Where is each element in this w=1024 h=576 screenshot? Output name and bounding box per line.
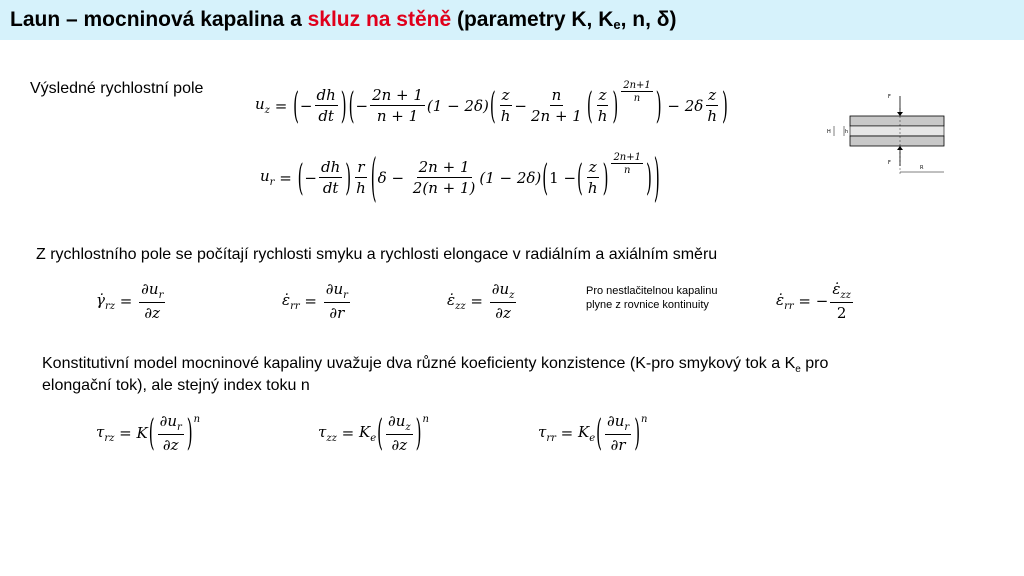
slide-title: Laun – mocninová kapalina a skluz na stěně (parametry K, $K_e$, n, δ): [0, 0, 1024, 40]
equation-shear-rate: $\gammȧ_{rz}$ = $\frac{\partial u_r}{\partial z}$: [96, 280, 164, 322]
equation-elong-rr: $\varepsiloṅ_{rr}$ = $\frac{\partial u_r}{\partial r}$: [282, 280, 348, 322]
equation-ur: $u_r$ = ( − $\frac{dh}{dt}$ ) $\frac{r}{h}$ ( δ − $\frac{2n + 1}{2(n + 1)}$ (1 − 2δ) ( 1 − ( $\frac{z}{h}$ ) $\frac{2n+1}{n}$ ) ): [260, 146, 660, 209]
equation-tau-zz: $\tau_{zz}$ = $K_e$ ( $\frac{\partial u_z}{\partial z}$ ) n: [318, 411, 429, 455]
equation-uz: $u_z$ = ( − $\frac{dh}{dt}$ ) ( − $\frac{2n + 1}{n + 1}$ (1 − 2δ) ( $\frac{z}{h}$ − $\frac{n}{2n + 1}$ ( $\frac{z}{h}$ ) $\frac{2n+1}{n}$ ) − 2δ $\frac{z}{h}$ ): [255, 79, 728, 128]
force-label-bottom: F: [888, 160, 891, 166]
equation-tau-rr: $\tau_{rr}$ = $K_e$ ( $\frac{\partial u_r}{\partial r}$ ) n: [538, 411, 648, 455]
equation-elong-zz: $\varepsiloṅ_{zz}$ = $\frac{\partial u_z}{\partial z}$: [447, 280, 515, 322]
equation-tau-rz: $\tau_{rz}$ = K ( $\frac{\partial u_r}{\partial z}$ ) n: [96, 411, 201, 455]
velocity-field-label: Výsledné rychlostní pole: [30, 80, 204, 97]
height-label-h: h: [845, 129, 849, 135]
incompressible-note: Pro nestlačitelnou kapalinu plyne z rovnice kontinuity: [586, 285, 718, 311]
rates-sentence: Z rychlostního pole se počítají rychlosti smyku a rychlosti elongace v radiálním a axiálním směru: [36, 246, 718, 263]
model-line-1: Konstitutivní model mocninové kapaliny uvažuje dva různé koeficienty konzistence (K-pro smykový tok a $K_e$ pro: [42, 355, 829, 376]
radius-label: R: [920, 165, 924, 171]
top-plate: [850, 116, 944, 126]
sample-layer: [850, 126, 944, 136]
bottom-plate: [850, 136, 944, 146]
height-label-H: H: [827, 129, 831, 135]
equation-continuity: $\varepsiloṅ_{rr}$ = − $\frac{\varepsiloṅ_{zz}}{2}$: [776, 280, 851, 322]
model-line-2: elongační tok), ale stejný index toku n: [42, 377, 310, 394]
squeeze-flow-figure: [824, 88, 954, 178]
force-label-top: F: [888, 94, 891, 100]
